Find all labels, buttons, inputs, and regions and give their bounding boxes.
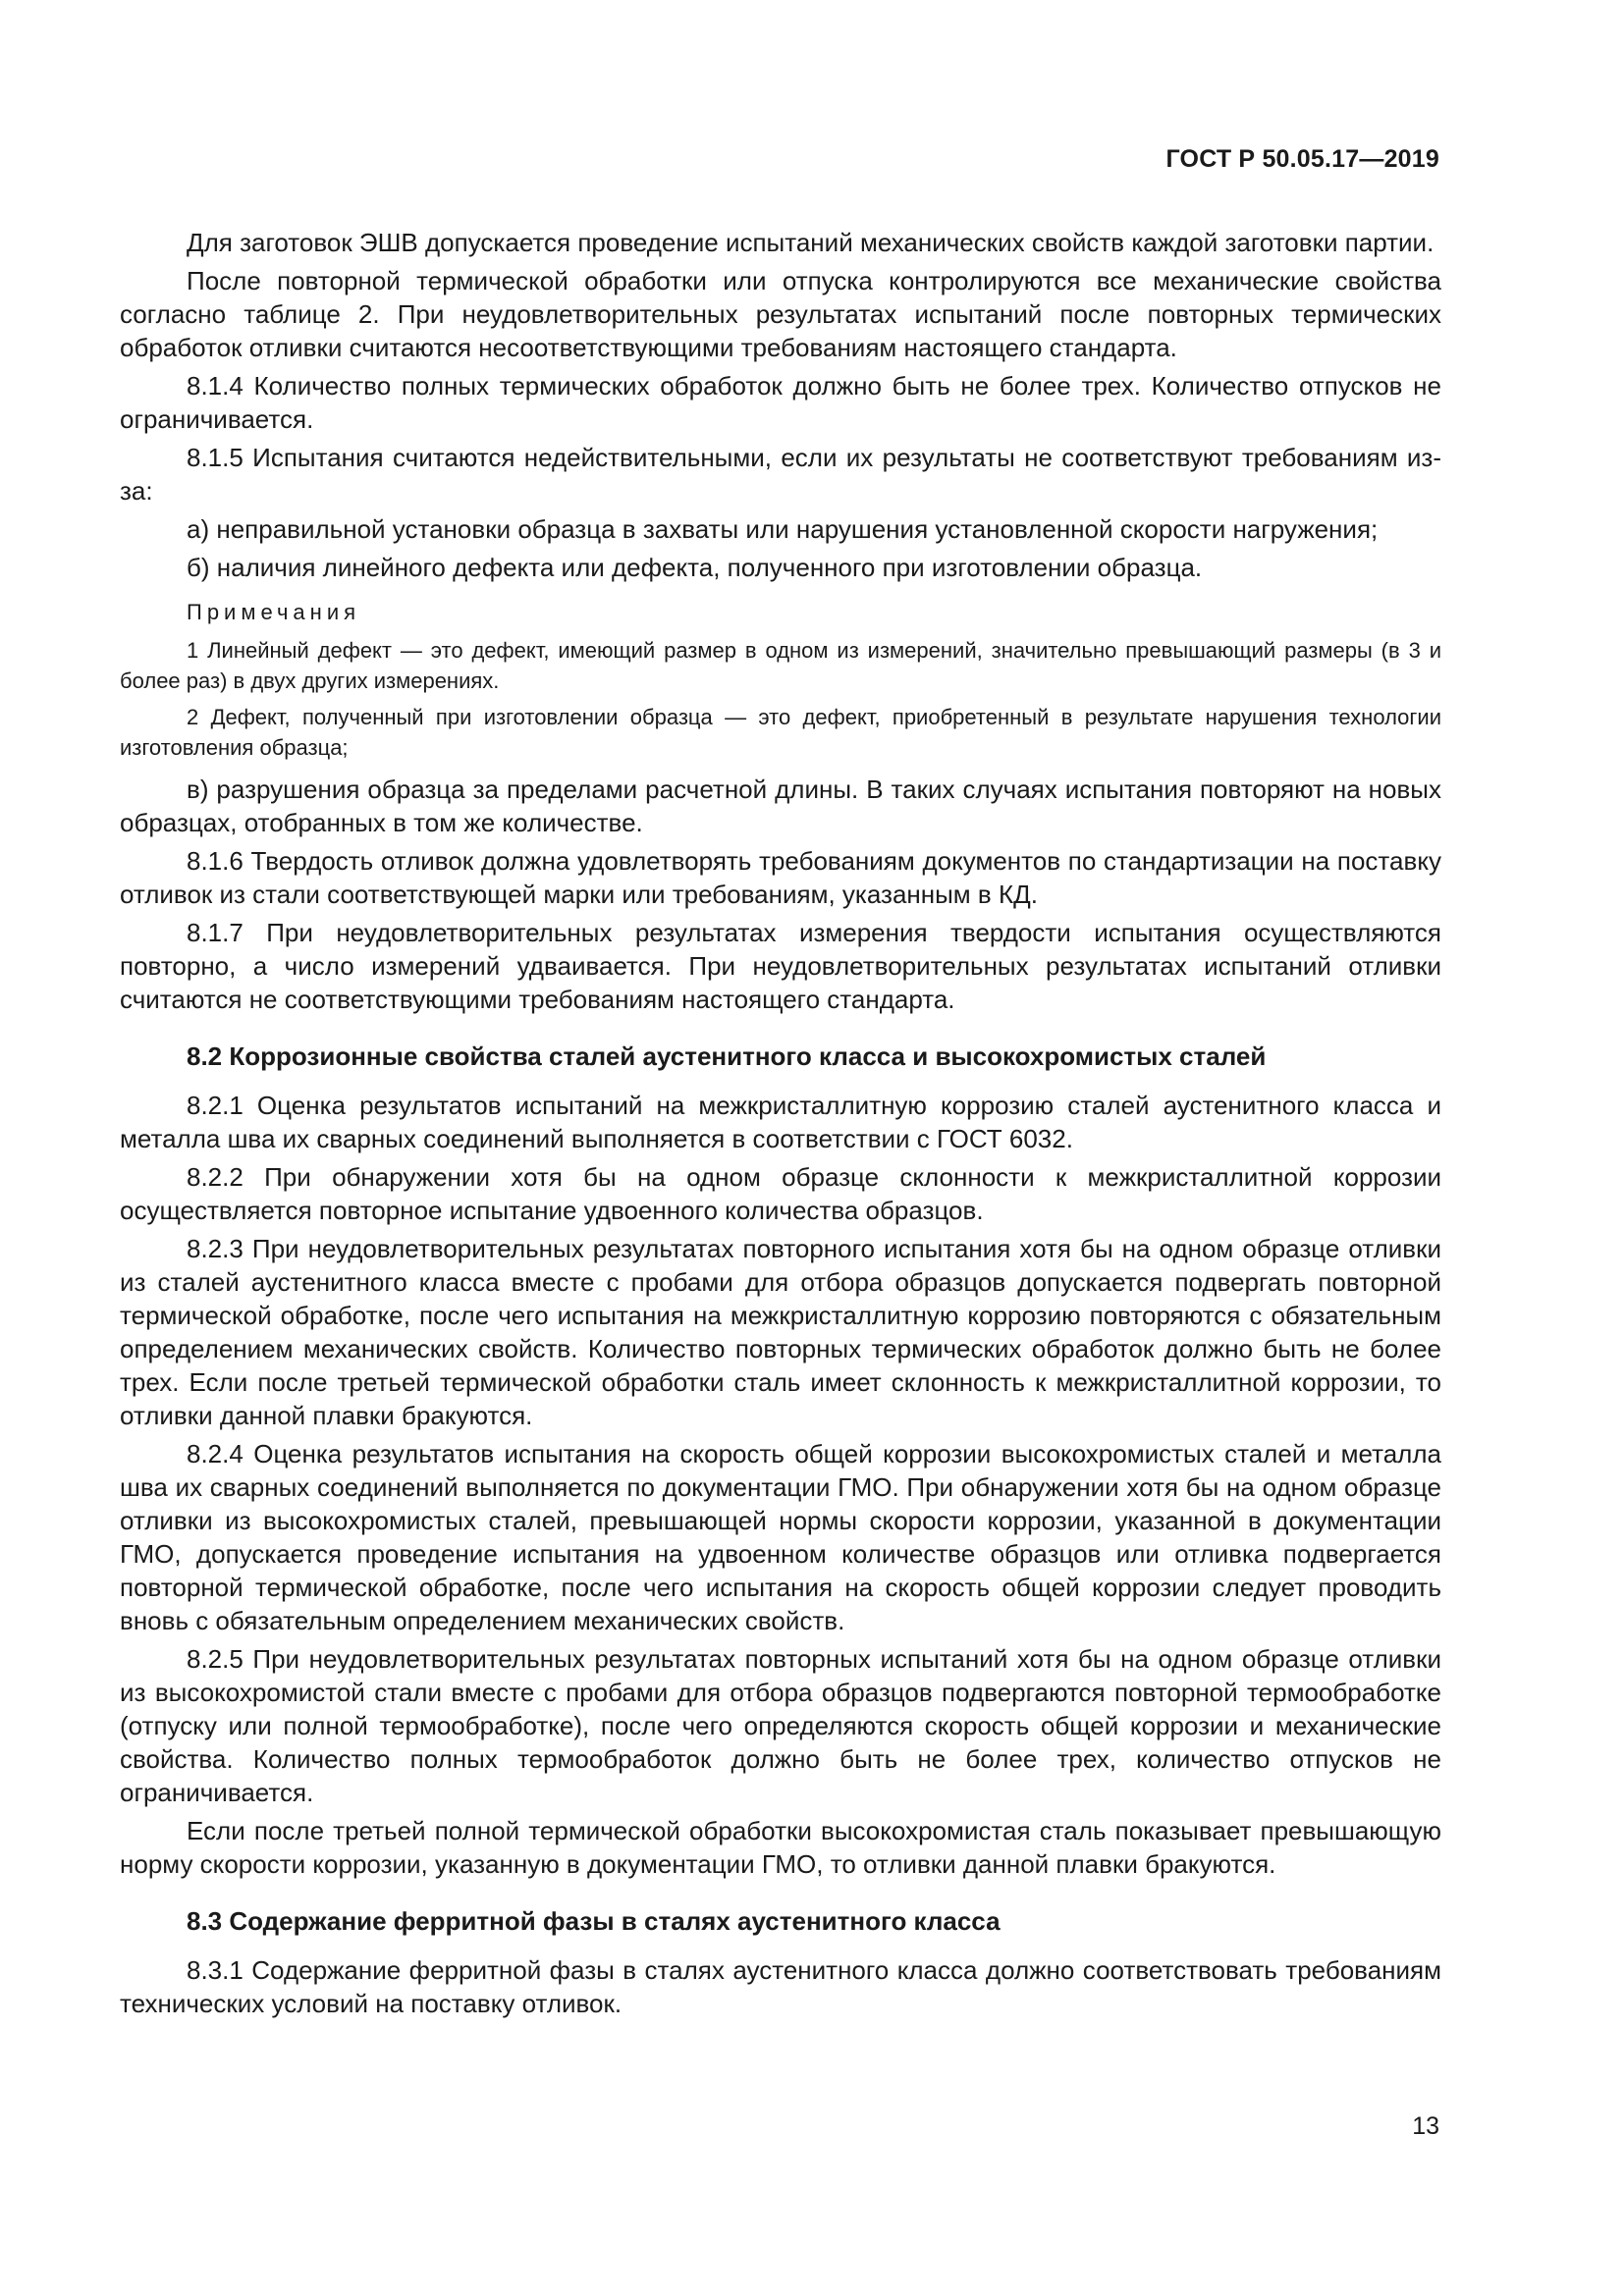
note-1: 1 Линейный дефект — это дефект, имеющий размер в одном из измерений, значительно превышающий размеры (в 3 и более раз) в двух других измерениях. — [120, 638, 1441, 693]
paragraph-8-2-5: 8.2.5 При неудовлетворительных результатах повторных испытаний хотя бы на одном образце отливки из высокохромистой стали вместе с пробами для отбора образцов подвергаются повторной термообработке (отпуску или полной термообработке), после чего определяются скорость общей коррозии и механические свойства. Количество полных термообработок должно быть не более трех, количество отпусков не ограничивается. — [120, 1644, 1441, 1807]
document-code-header: ГОСТ Р 50.05.17—2019 — [1165, 145, 1439, 173]
notes-title: Примечания — [187, 600, 361, 624]
paragraph-8-2-3: 8.2.3 При неудовлетворительных результатах повторного испытания хотя бы на одном образце отливки из сталей аустенитного класса вместе с пробами для отбора образцов допускается подвергать повторной термической обработке, после чего испытания на межкристаллитную коррозию повторяются с обязательным определением механических свойств. Количество повторных термических обработок должно быть не более трех. Если после третьей термической обработки сталь имеет склонность к межкристаллитной коррозии, то отливки данной плавки бракуются. — [120, 1234, 1441, 1430]
paragraph-8-3-1: 8.3.1 Содержание ферритной фазы в сталях аустенитного класса должно соответствовать требованиям технических условий на поставку отливок. — [120, 1955, 1441, 2018]
list-item-v: в) разрушения образца за пределами расчетной длины. В таких случаях испытания повторяют на новых образцах, отобранных в том же количестве. — [120, 774, 1441, 837]
paragraph-8-2-2: 8.2.2 При обнаружении хотя бы на одном образце склонности к межкристаллитной коррозии осуществляется повторное испытание удвоенного количества образцов. — [120, 1162, 1441, 1225]
page-number: 13 — [1412, 2112, 1439, 2140]
paragraph-8-2-4: 8.2.4 Оценка результатов испытания на скорость общей коррозии высокохромистых сталей и металла шва их сварных соединений выполняется по документации ГМО. При обнаружении хотя бы на одном образце отливки из высокохромистых сталей, превышающей нормы скорости коррозии, указанной в документации ГМО, допускается проведение испытания на удвоенном количестве образцов или отливка подвергается повторной термической обработке, после чего испытания на скорость общей коррозии следует проводить вновь с обязательным определением механических свойств. — [120, 1439, 1441, 1635]
paragraph-8-1-5: 8.1.5 Испытания считаются недействительными, если их результаты не соответствуют требованиям из-за: — [120, 443, 1441, 506]
paragraph-8-1-6: 8.1.6 Твердость отливок должна удовлетворять требованиям документов по стандартизации на поставку отливок из стали соответствующей марки или требованиям, указанным в КД. — [120, 846, 1441, 909]
paragraph-8-1-4: 8.1.4 Количество полных термических обработок должно быть не более трех. Количество отпусков не ограничивается. — [120, 371, 1441, 434]
paragraph-eshv: Для заготовок ЭШВ допускается проведение испытаний механических свойств каждой заготовки партии. — [187, 228, 1435, 257]
paragraph-8-2-1: 8.2.1 Оценка результатов испытаний на межкристаллитную коррозию сталей аустенитного класса и металла шва их сварных соединений выполняется в соответствии с ГОСТ 6032. — [120, 1091, 1441, 1153]
note-2: 2 Дефект, полученный при изготовлении образца — это дефект, приобретенный в результате нарушения технологии изготовления образца; — [120, 705, 1441, 760]
paragraph-third-treatment: Если после третьей полной термической обработки высокохромистая сталь показывает превышающую норму скорости коррозии, указанную в документации ГМО, то отливки данной плавки бракуются. — [120, 1816, 1441, 1879]
paragraph-repeat-treatment: После повторной термической обработки или отпуска контролируются все механические свойства согласно таблице 2. При неудовлетворительных результатах испытаний после повторных термических обработок отливки считаются несоответствующими требованиям настоящего стандарта. — [120, 266, 1441, 362]
section-heading-8-2: 8.2 Коррозионные свойства сталей аустенитного класса и высокохромистых сталей — [187, 1041, 1267, 1071]
section-heading-8-3: 8.3 Содержание ферритной фазы в сталях аустенитного класса — [187, 1906, 1001, 1936]
list-item-b: б) наличия линейного дефекта или дефекта, полученного при изготовлении образца. — [187, 553, 1203, 582]
list-item-a: а) неправильной установки образца в захваты или нарушения установленной скорости нагружения; — [187, 514, 1379, 544]
paragraph-8-1-7: 8.1.7 При неудовлетворительных результатах измерения твердости испытания осуществляются повторно, а число измерений удваивается. При неудовлетворительных результатах испытаний отливки считаются не соответствующими требованиям настоящего стандарта. — [120, 918, 1441, 1014]
document-body — [120, 226, 1441, 2020]
